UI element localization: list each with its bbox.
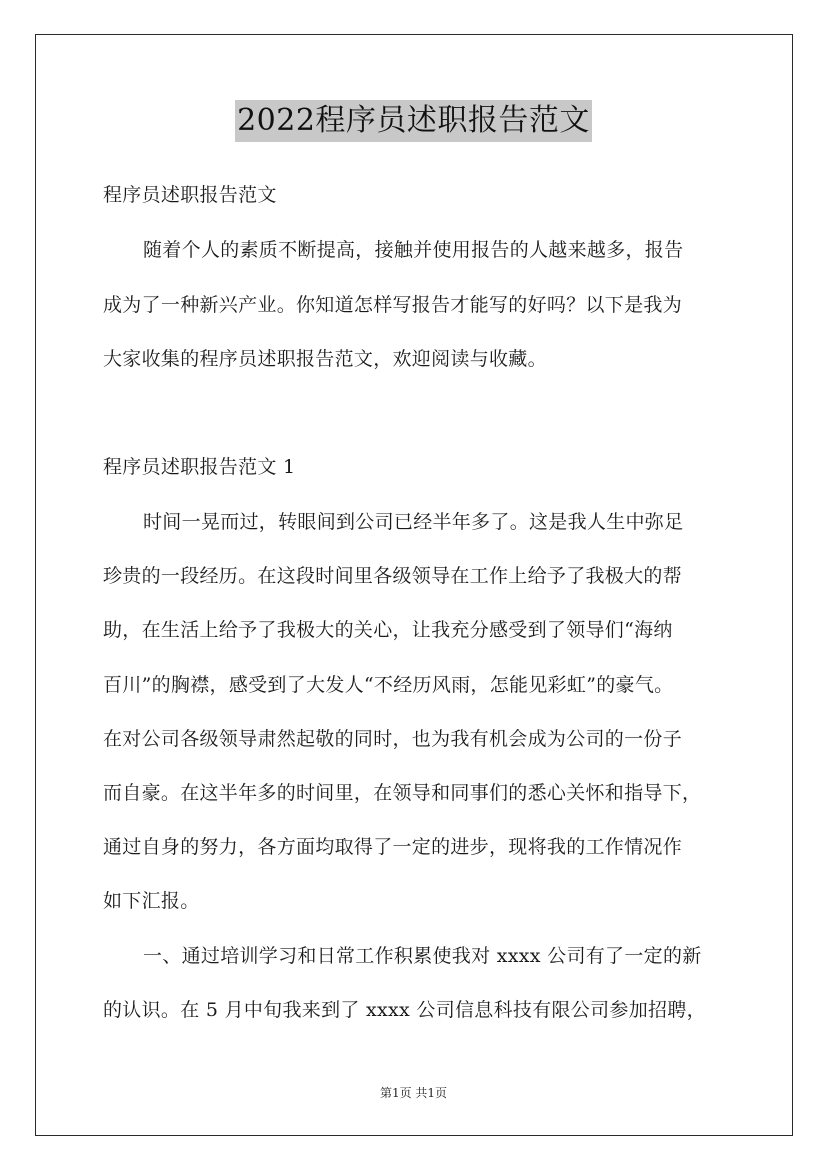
body-line: 助，在生活上给予了我极大的关心，让我充分感受到了领导们“海纳 xyxy=(103,619,673,641)
body-line: 百川”的胸襟，感受到了大发人“不经历风雨，怎能见彩虹”的豪气。 xyxy=(103,674,674,696)
subtitle: 程序员述职报告范文 xyxy=(103,184,277,206)
title-wrapper xyxy=(0,100,827,142)
body-line: 一、通过培训学习和日常工作积累使我对 xxxx 公司有了一定的新 xyxy=(143,945,702,967)
body-line: 时间一晃而过，转眼间到公司已经半年多了。这是我人生中弥足 xyxy=(143,511,684,533)
body-line: 如下汇报。 xyxy=(103,890,200,912)
body-line: 的认识。在 5 月中旬我来到了 xxxx 公司信息科技有限公司参加招聘， xyxy=(103,999,706,1021)
body-line: 在对公司各级领导肃然起敬的同时，也为我有机会成为公司的一份子 xyxy=(103,728,683,750)
document-title: 2022程序员述职报告范文 xyxy=(235,100,592,142)
intro-line: 大家收集的程序员述职报告范文，欢迎阅读与收藏。 xyxy=(103,348,547,370)
body-line: 珍贵的一段经历。在这段时间里各级领导在工作上给予了我极大的帮 xyxy=(103,565,683,587)
intro-line: 随着个人的素质不断提高，接触并使用报告的人越来越多，报告 xyxy=(143,239,684,261)
page-number: 第1页 共1页 xyxy=(379,1086,448,1100)
body-line: 通过自身的努力，各方面均取得了一定的进步，现将我的工作情况作 xyxy=(103,836,683,858)
section-heading: 程序员述职报告范文 1 xyxy=(103,456,296,478)
intro-line: 成为了一种新兴产业。你知道怎样写报告才能写的好吗？以下是我为 xyxy=(103,294,683,316)
body-line: 而自豪。在这半年多的时间里，在领导和同事们的悉心关怀和指导下， xyxy=(103,782,702,804)
